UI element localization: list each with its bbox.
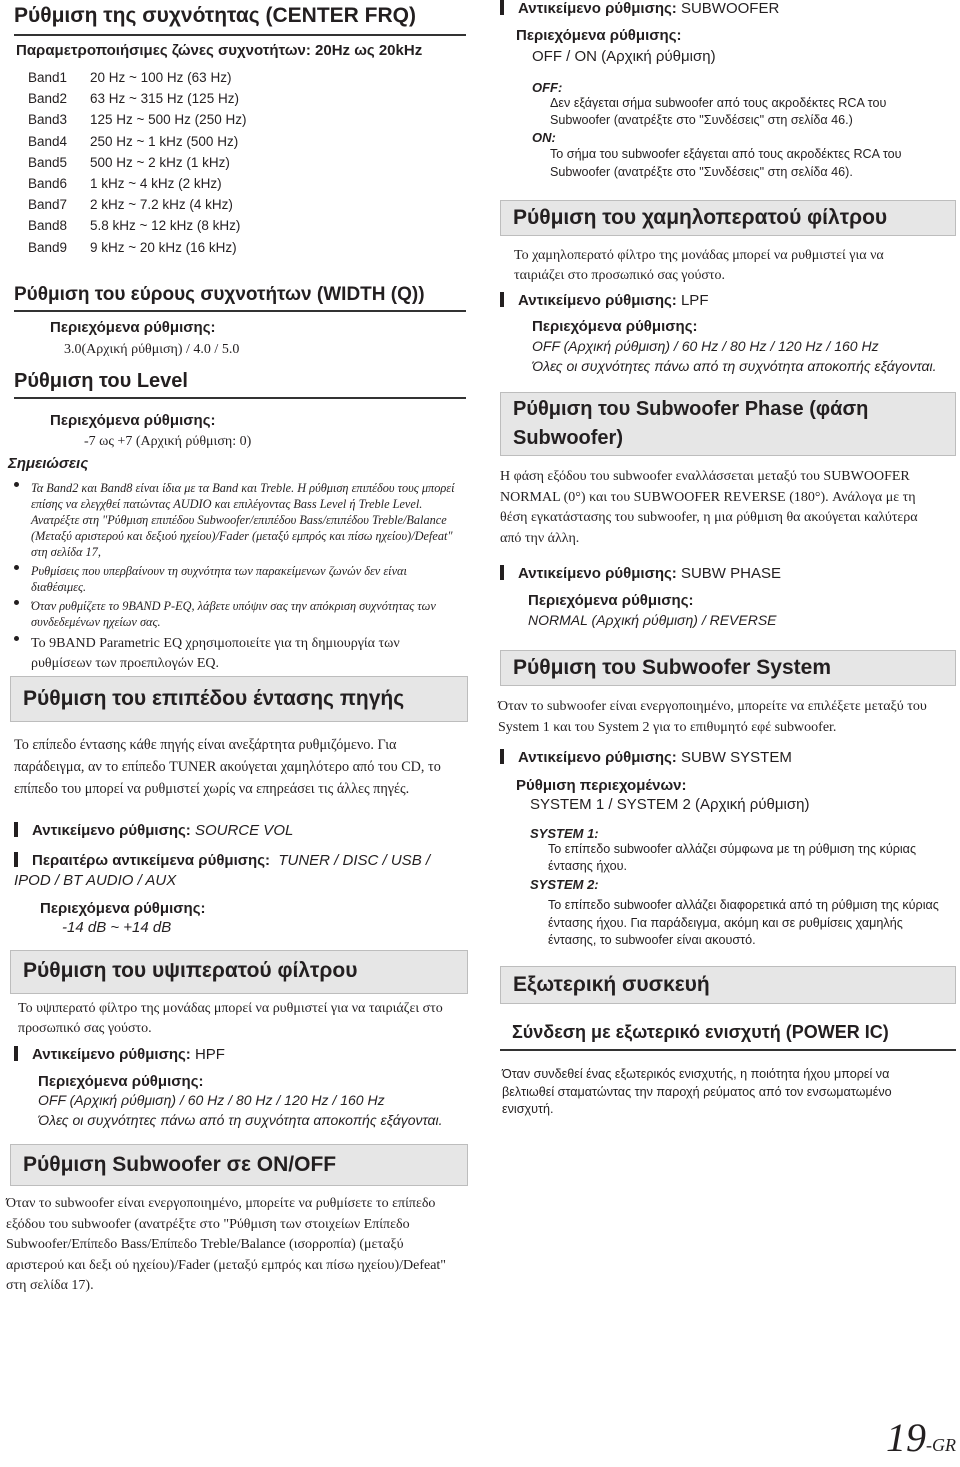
sub-onoff-body: Όταν το subwoofer είναι ενεργοποιημένο, μπορείτε να ρυθμίσετε το επίπεδο εξόδου του subwoofer (ανατρέξτε στο "Ρύθμιση των στοιχείων Επίπεδο Subwoofer/Επίπεδο Bass/Επίπεδο Treble/Balance (ισορροπία) (μεταξύ αριστερού και δεξι ού ηχείου)/Fader (μεταξύ εμπρός και πίσω ηχείου)/Defeat" στη σελίδα 17). xyxy=(6,1196,447,1293)
width-content-label: Περιεχόμενα ρύθμισης: xyxy=(50,319,216,336)
phase-content-label: Περιεχόμενα ρύθμισης: xyxy=(528,592,694,609)
hpf-item: Αντικείμενο ρύθμισης: HPF xyxy=(14,1046,225,1063)
bullet-icon xyxy=(14,636,19,641)
band-range: 125 Hz ~ 500 Hz (250 Hz) xyxy=(90,112,247,128)
source-vol-body: Το επίπεδο έντασης κάθε πηγής είναι ανεξάρτητα ρυθμιζόμενο. Για παράδειγμα, αν το επίπεδο TUNER ακούγεται χαμηλότερο από του CD, το επίπεδο του μπορεί να ρυθμιστεί χωρίς να επηρεάσει τις άλλες πηγές. xyxy=(14,737,441,797)
note-item: Το 9BAND Parametric EQ χρησιμοποιείτε για τη δημιουργία των ρυθμίσεων των προεπιλογών EQ. xyxy=(14,634,464,674)
band-name: Band7 xyxy=(28,197,68,213)
source-vol-item: Αντικείμενο ρύθμισης: SOURCE VOL xyxy=(14,822,293,839)
subwoofer-off-text: Δεν εξάγεται σήμα subwoofer από τους ακροδέκτες RCA του Subwoofer (ανατρέξτε στο "Συνδέσεις" στη σελίδα 46.) xyxy=(550,96,887,127)
system-item: Αντικείμενο ρύθμισης: SUBW SYSTEM xyxy=(500,749,792,766)
subwoofer-item: Αντικείμενο ρύθμισης: SUBWOOFER xyxy=(500,0,779,17)
band-range: 63 Hz ~ 315 Hz (125 Hz) xyxy=(90,91,239,107)
section-marker-icon xyxy=(14,822,18,837)
band-row xyxy=(28,112,246,127)
width-title: Ρύθμιση του εύρους συχνοτήτων (WIDTH (Q)) xyxy=(14,284,466,312)
band-name: Band9 xyxy=(28,239,68,255)
system1-text: Το επίπεδο subwoofer αλλάζει σύμφωνα με τη ρύθμιση της κύριας έντασης ήχου. xyxy=(548,842,917,873)
bullet-icon xyxy=(14,600,19,605)
band-range: 1 kHz ~ 4 kHz (2 kHz) xyxy=(90,176,222,191)
band-range: 2 kHz ~ 7.2 kHz (4 kHz) xyxy=(90,197,233,213)
band-row xyxy=(28,134,238,149)
section-marker-icon xyxy=(500,0,504,15)
band-name: Band3 xyxy=(28,112,68,128)
system2-label: SYSTEM 2: xyxy=(530,877,599,892)
width-content-value: 3.0(Αρχική ρύθμιση) / 4.0 / 5.0 xyxy=(64,342,240,357)
band-name: Band5 xyxy=(28,154,68,170)
notes-list xyxy=(14,480,464,674)
phase-item: Αντικείμενο ρύθμισης: SUBW PHASE xyxy=(500,565,781,582)
band-row xyxy=(28,197,233,212)
level-content-label: Περιεχόμενα ρύθμισης: xyxy=(50,412,216,429)
note-item: Ρυθμίσεις που υπερβαίνουν τη συχνότητα των παρακείμενων ζωνών δεν είναι διαθέσιμες. xyxy=(14,563,464,595)
level-content-value: -7 ως +7 (Αρχική ρύθμιση: 0) xyxy=(84,434,252,449)
band-range: 500 Hz ~ 2 kHz (1 kHz) xyxy=(90,154,230,170)
hpf-body: Το υψιπερατό φίλτρο της μονάδας μπορεί να ρυθμιστεί για να ταιριάζει στο προσωπικό σας γούστο. xyxy=(18,1001,443,1036)
bullet-icon xyxy=(14,482,19,487)
lpf-item: Αντικείμενο ρύθμισης: LPF xyxy=(500,292,708,309)
system2-text: Το επίπεδο subwoofer αλλάζει διαφορετικά από τη ρύθμιση της κύριας έντασης ήχου. Για παράδειγμα, ακόμη και σε ρυθμίσεις χαμηλής έντασης, το subwoofer είναι ακουστό. xyxy=(548,898,939,947)
lpf-body: Το χαμηλοπερατό φίλτρο της μονάδας μπορεί να ρυθμιστεί για να ταιριάζει στο προσωπικό σας γούστο. xyxy=(514,248,884,283)
phase-title: Ρύθμιση του Subwoofer Phase (φάση Subwoofer) xyxy=(500,392,956,456)
center-frq-subtitle: Παραμετροποιήσιμες ζώνες συχνοτήτων: 20Hz ως 20kHz xyxy=(16,42,423,59)
band-row xyxy=(28,240,237,255)
page-number: 19-GR xyxy=(886,1415,956,1460)
notes-title: Σημειώσεις xyxy=(8,455,89,472)
band-range: 20 Hz ~ 100 Hz (63 Hz) xyxy=(90,70,232,85)
band-row xyxy=(28,176,222,191)
section-marker-icon xyxy=(500,749,504,764)
system-content-value: SYSTEM 1 / SYSTEM 2 (Αρχική ρύθμιση) xyxy=(530,796,810,813)
phase-body: Η φάση εξόδου του subwoofer εναλλάσσεται μεταξύ του SUBWOOFER NORMAL (0°) και του SUBWOOFER REVERSE (180°). Ανάλογα με τη θέση εγκατάστασης του subwoofer, η μια ρύθμιση θα ακούγεται καλύτερα από την άλλη. xyxy=(500,469,918,546)
band-range: 250 Hz ~ 1 kHz (500 Hz) xyxy=(90,133,239,149)
subwoofer-on-text: Το σήμα του subwoofer εξάγεται από τους ακροδέκτες RCA του Subwoofer (ανατρέξτε στο "Συνδέσεις" στη σελίδα 46). xyxy=(550,147,902,179)
lpf-content-label: Περιεχόμενα ρύθμισης: xyxy=(532,318,698,335)
band-name: Band2 xyxy=(28,91,68,107)
band-row xyxy=(28,91,239,106)
band-row xyxy=(28,70,231,85)
band-row xyxy=(28,218,240,233)
section-marker-icon xyxy=(500,565,504,580)
note-item: Τα Band2 και Band8 είναι ίδια με τα Band και Treble. Η ρύθμιση επιπέδου τους μπορεί επίσης να ελεγχθεί πατώντας AUDIO και επιλέγοντας Bass Level ή Treble Level. Ανατρέξτε στη "Ρύθμιση επιπέδου Subwoofer/επιπέδου Bass/επιπέδου Treble/Balance (Μεταξύ αριστερού και δεξιού ηχείου)/Fader (μεταξύ εμπρός και πίσω ηχείου)/Defeat" στη σελίδα 17, xyxy=(14,480,464,560)
band-range: 5.8 kHz ~ 12 kHz (8 kHz) xyxy=(90,218,241,234)
band-name: Band6 xyxy=(28,176,68,191)
hpf-content-note: Όλες οι συχνότητες πάνω από τη συχνότητα αποκοπής εξάγονται. xyxy=(38,1112,443,1128)
external-title: Εξωτερική συσκευή xyxy=(500,966,956,1004)
band-name: Band4 xyxy=(28,133,68,149)
section-marker-icon xyxy=(500,292,504,307)
subwoofer-content-label: Περιεχόμενα ρύθμισης: xyxy=(516,27,682,44)
external-body: Όταν συνδεθεί ένας εξωτερικός ενισχυτής, η ποιότητα ήχου μπορεί να βελτιωθεί σταματώντας την παροχή ρεύματος από τον ενσωματωμένο ενισχυτή. xyxy=(502,1067,892,1116)
system-body: Όταν το subwoofer είναι ενεργοποιημένο, μπορείτε να επιλέξετε μεταξύ του System 1 και του System 2 για το επιθυμητό εφέ subwoofer. xyxy=(498,699,927,735)
system-content-label: Ρύθμιση περιεχομένων: xyxy=(516,777,687,794)
lpf-content-note: Όλες οι συχνότητες πάνω από τη συχνότητα αποκοπής εξάγονται. xyxy=(532,358,937,374)
band-range: 9 kHz ~ 20 kHz (16 kHz) xyxy=(90,239,237,255)
level-title: Ρύθμιση του Level xyxy=(14,370,466,399)
lpf-title: Ρύθμιση του χαμηλοπερατού φίλτρου xyxy=(500,200,956,236)
band-row xyxy=(28,155,230,170)
source-vol-further: Περαιτέρω αντικείμενα ρύθμισης: TUNER / DISC / USB / IPOD / BT AUDIO / AUX xyxy=(14,852,431,889)
external-subtitle: Σύνδεση με εξωτερικό ενισχυτή (POWER IC) xyxy=(500,1022,956,1051)
band-name: Band8 xyxy=(28,218,68,234)
subwoofer-content-value: OFF / ON (Αρχική ρύθμιση) xyxy=(532,48,716,65)
lpf-content-value: OFF (Αρχική ρύθμιση) / 60 Hz / 80 Hz / 120 Hz / 160 Hz xyxy=(532,338,879,354)
bullet-icon xyxy=(14,565,19,570)
center-frq-title: Ρύθμιση της συχνότητας (CENTER FRQ) xyxy=(14,4,466,36)
subwoofer-on-label: ON: xyxy=(532,130,556,145)
hpf-content-label: Περιεχόμενα ρύθμισης: xyxy=(38,1073,204,1090)
section-marker-icon xyxy=(14,852,18,867)
sub-onoff-title: Ρύθμιση Subwoofer σε ON/OFF xyxy=(10,1144,468,1186)
source-vol-content-label: Περιεχόμενα ρύθμισης: xyxy=(40,900,206,917)
note-item: Όταν ρυθμίζετε το 9BAND P-EQ, λάβετε υπόψιν σας την απόκριση συχνότητας των συνδεδεμένων ηχείων σας. xyxy=(14,598,464,630)
section-marker-icon xyxy=(14,1046,18,1061)
system1-label: SYSTEM 1: xyxy=(530,826,599,841)
source-vol-content-value: -14 dB ~ +14 dB xyxy=(62,919,172,936)
source-vol-title: Ρύθμιση του επιπέδου έντασης πηγής xyxy=(10,676,468,722)
band-name: Band1 xyxy=(28,70,68,85)
phase-content-value: NORMAL (Αρχική ρύθμιση) / REVERSE xyxy=(528,612,777,628)
hpf-title: Ρύθμιση του υψιπερατού φίλτρου xyxy=(10,950,468,994)
hpf-content-value: OFF (Αρχική ρύθμιση) / 60 Hz / 80 Hz / 120 Hz / 160 Hz xyxy=(38,1092,385,1108)
subwoofer-off-label: OFF: xyxy=(532,80,563,95)
system-title: Ρύθμιση του Subwoofer System xyxy=(500,650,956,686)
